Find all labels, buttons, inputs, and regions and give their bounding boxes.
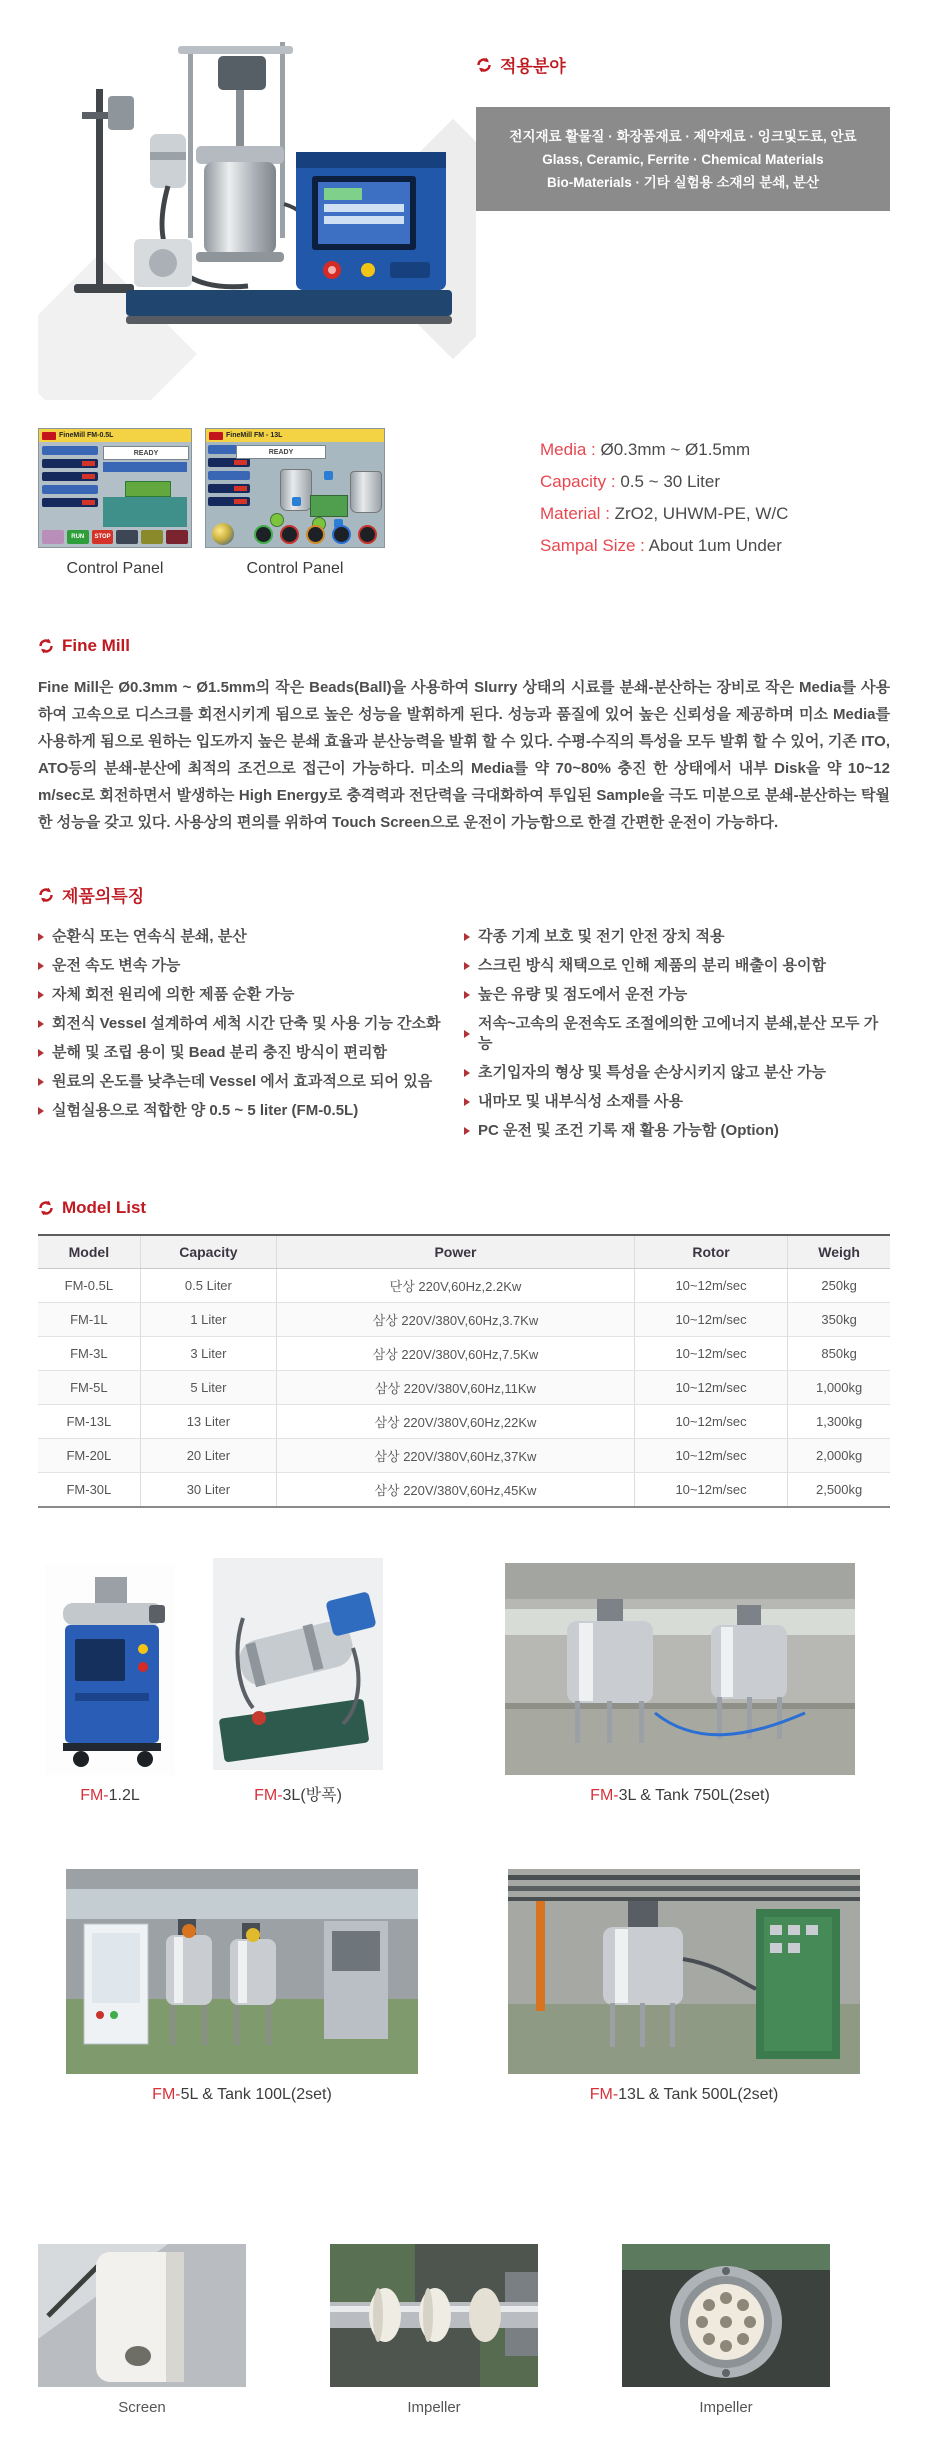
applications-section [476, 34, 890, 400]
features-title: 제품의특징 [62, 887, 145, 906]
spec-sample-size [540, 536, 788, 556]
table-cell: FM-3L [38, 1337, 140, 1371]
table-cell: 2,500kg [788, 1473, 890, 1508]
feature-item: 분해 및 조립 용이 및 Bead 분리 충진 방식이 편리함 [38, 1043, 464, 1063]
features-left-column [38, 927, 464, 1150]
hmi-status-ready: READY [236, 445, 326, 459]
features-right-column [464, 927, 890, 1150]
spec-label: Capacity : [540, 472, 621, 491]
hmi-manual-sphere-button [212, 523, 234, 545]
spec-value: Ø0.3mm ~ Ø1.5mm [600, 440, 751, 459]
hmi-mill-graphic [310, 495, 348, 517]
table-cell: 10~12m/sec [634, 1439, 787, 1473]
fm-13l-tank-image [508, 1869, 860, 2074]
photo-caption: FM-1.2L [80, 1787, 140, 1804]
control-panel-caption: Control Panel [66, 560, 164, 577]
model-table [38, 1234, 890, 1508]
hmi-mill-pump-bar [103, 462, 187, 472]
model-list-title: Model List [62, 1198, 147, 1217]
hmi-wheel-button [42, 530, 64, 544]
photo-fm-1-2l [45, 1563, 175, 1805]
hmi-status-ready: READY [103, 446, 189, 460]
photo-caption: Screen [118, 2399, 166, 2416]
feature-item: 실험실용으로 적합한 양 0.5 ~ 5 liter (FM-0.5L) [38, 1101, 464, 1121]
table-cell: 250kg [788, 1269, 890, 1303]
bullet-icon [38, 1107, 44, 1115]
table-cell: 0.5 Liter [140, 1269, 276, 1303]
fine-mill-section [38, 636, 890, 836]
hmi-aux-button [116, 530, 138, 544]
features-header [38, 882, 890, 907]
table-cell: 1,300kg [788, 1405, 890, 1439]
hmi-title-bar [39, 429, 191, 442]
table-cell: 3 Liter [140, 1337, 276, 1371]
fm-3l-tank-image [505, 1563, 855, 1775]
table-row [38, 1337, 890, 1371]
bullet-icon [38, 1078, 44, 1086]
table-header-cell: Capacity [140, 1235, 276, 1269]
photo-caption: FM-3L & Tank 750L(2set) [590, 1787, 770, 1804]
fine-mill-description: Fine Mill은 Ø0.3mm ~ Ø1.5mm의 작은 Beads(Ball)을 사용하여 Slurry 상태의 시료를 분쇄-분산하는 장비로 작은 Media를 사용하여 고속으로 디스크를 회전시키게 됨으로 높은 성능을 발휘하게 된다. 성능과 품질에 있어 높은 신뢰성을 제공하며 미소 Media를 사용하게 됨으로 원하는 입도까지 높은 분쇄 효율과 분산능력을 발휘 할 수 있다. 수평-수직의 특성을 모두 발휘 할 수 있어, 기존 ITO, ATO등의 분쇄-분산에 최적의 조건으로 접근이 가능하다. 미소의 Media를 약 70~80% 충진 한 상태에서 내부 Disk을 약 10~12 m/sec로 회전하면서 발생하는 High Energy로 충격력과 전단력을 극대화하여 투입된 Sample을 극도 미분으로 분쇄-분산하는 탁월한 성능을 갖고 있다. 사용상의 편의를 위하여 Touch Screen으로 운전이 가능함으로 한결 간편한 운전이 가능하다. [38, 679, 890, 831]
table-cell: FM-5L [38, 1371, 140, 1405]
gallery-row-2 [38, 1869, 890, 2104]
fine-mill-title: Fine Mill [62, 636, 130, 655]
applications-box [476, 107, 890, 211]
model-list-header [38, 1198, 890, 1218]
applications-line: Glass, Ceramic, Ferrite · Chemical Materials [542, 151, 824, 167]
hmi-tank-graphic [103, 497, 187, 527]
hmi-round-button [358, 525, 377, 544]
table-cell: 삼상 220V/380V,60Hz,37Kw [277, 1439, 635, 1473]
table-header-cell: Weigh [788, 1235, 890, 1269]
table-cell: 10~12m/sec [634, 1405, 787, 1439]
control-panel-screenshot-a [38, 428, 192, 548]
table-cell: 2,000kg [788, 1439, 890, 1473]
table-header-cell: Rotor [634, 1235, 787, 1269]
photo-fm-13l-tank-500l [508, 1869, 860, 2104]
spec-label: Media : [540, 440, 601, 459]
feature-item: 각종 기계 보호 및 전기 안전 장치 적용 [464, 927, 890, 947]
hmi-title-bar [206, 429, 384, 442]
bullet-icon [464, 933, 470, 941]
table-cell: FM-1L [38, 1303, 140, 1337]
hmi-button-row [42, 530, 188, 544]
bullet-icon [38, 933, 44, 941]
hmi-blue-button [324, 471, 333, 480]
photo-screen [38, 2244, 246, 2416]
refresh-icon [38, 638, 54, 654]
table-cell: 삼상 220V/380V,60Hz,45Kw [277, 1473, 635, 1508]
screen-image [38, 2244, 246, 2387]
feature-item: PC 운전 및 조건 기록 재 활용 가능함 (Option) [464, 1121, 890, 1141]
applications-title: 적용분야 [500, 57, 566, 76]
control-panel-figure-b [205, 428, 385, 578]
bullet-icon [464, 962, 470, 970]
table-cell: 10~12m/sec [634, 1473, 787, 1508]
hmi-blue-button [292, 497, 301, 506]
table-cell: 20 Liter [140, 1439, 276, 1473]
hmi-run-button: RUN [67, 530, 89, 544]
feature-item: 원료의 온도를 낮추는데 Vessel 에서 효과적으로 되어 있음 [38, 1072, 464, 1092]
hmi-round-button [332, 525, 351, 544]
bullet-icon [38, 962, 44, 970]
feature-item: 운전 속도 변속 가능 [38, 956, 464, 976]
table-cell: 삼상 220V/380V,60Hz,7.5Kw [277, 1337, 635, 1371]
hero-product-photo [38, 34, 476, 400]
feature-item: 순환식 또는 연속식 분쇄, 분산 [38, 927, 464, 947]
control-panel-figure-a [38, 428, 192, 578]
hmi-round-button [280, 525, 299, 544]
photo-caption: FM-5L & Tank 100L(2set) [152, 2086, 332, 2103]
spec-material [540, 504, 788, 524]
bullet-icon [464, 1030, 470, 1038]
spec-media [540, 440, 788, 460]
bullet-icon [464, 1127, 470, 1135]
hmi-title: FineMill FM-0.5L [59, 432, 114, 439]
table-cell: 850kg [788, 1337, 890, 1371]
refresh-icon [38, 887, 54, 903]
spec-value: About 1um Under [648, 536, 782, 555]
impeller-2-image [622, 2244, 830, 2387]
feature-item: 자체 회전 원리에 의한 제품 순환 가능 [38, 985, 464, 1005]
applications-header [476, 52, 890, 77]
hmi-mill-graphic [125, 481, 171, 497]
model-list-section [38, 1198, 890, 1508]
photo-impeller-1 [330, 2244, 538, 2416]
fm-1-2l-image [45, 1563, 175, 1775]
spec-value: 0.5 ~ 30 Liter [620, 472, 721, 491]
table-cell: 삼상 220V/380V,60Hz,11Kw [277, 1371, 635, 1405]
table-row [38, 1303, 890, 1337]
impeller-1-image [330, 2244, 538, 2387]
top-section [38, 34, 890, 400]
bullet-icon [464, 1069, 470, 1077]
photo-fm-5l-tank-100l [66, 1869, 418, 2104]
photo-caption: FM-13L & Tank 500L(2set) [589, 2086, 779, 2103]
bullet-icon [38, 991, 44, 999]
table-cell: 1 Liter [140, 1303, 276, 1337]
control-panel-screenshot-b [205, 428, 385, 548]
fine-mill-header [38, 636, 890, 656]
table-cell: 30 Liter [140, 1473, 276, 1508]
photo-caption: Impeller [407, 2399, 461, 2416]
photo-fm-3l-explosion-proof [213, 1558, 383, 1805]
gallery-row-1 [38, 1558, 890, 1805]
feature-item: 내마모 및 내부식성 소재를 사용 [464, 1092, 890, 1112]
hmi-title: FineMill FM - 13L [226, 432, 283, 439]
hmi-alarm-button [166, 530, 188, 544]
hmi-left-column [42, 446, 98, 511]
table-cell: 5 Liter [140, 1371, 276, 1405]
hmi-logo [209, 432, 223, 440]
hmi-reset-button [141, 530, 163, 544]
refresh-icon [476, 57, 492, 73]
table-cell: 삼상 220V/380V,60Hz,22Kw [277, 1405, 635, 1439]
feature-item: 초기입자의 형상 및 특성을 손상시키지 않고 분산 가능 [464, 1063, 890, 1083]
bullet-icon [464, 1098, 470, 1106]
control-panel-caption: Control Panel [246, 560, 344, 577]
bullet-icon [464, 991, 470, 999]
refresh-icon [38, 1200, 54, 1216]
table-cell: FM-13L [38, 1405, 140, 1439]
table-cell: 13 Liter [140, 1405, 276, 1439]
applications-line: Bio-Materials · 기타 실험용 소재의 분쇄, 분산 [546, 174, 819, 190]
table-header-cell: Power [277, 1235, 635, 1269]
feature-item: 스크린 방식 채택으로 인해 제품의 분리 배출이 용이함 [464, 956, 890, 976]
spec-label: Sampal Size : [540, 536, 649, 555]
hmi-tank2-graphic [350, 471, 382, 513]
table-row [38, 1439, 890, 1473]
spec-label: Material : [540, 504, 615, 523]
table-cell: 10~12m/sec [634, 1303, 787, 1337]
photo-caption: FM-3L(방폭) [254, 1787, 342, 1804]
table-row [38, 1405, 890, 1439]
table-row [38, 1371, 890, 1405]
gallery-row-3 [38, 2244, 890, 2416]
hmi-pump1-graphic [270, 513, 284, 527]
table-cell: 350kg [788, 1303, 890, 1337]
table-row [38, 1473, 890, 1508]
feature-item: 저속~고속의 운전속도 조절에의한 고에너지 분쇄,분산 모두 가능 [464, 1014, 890, 1054]
hmi-round-button [306, 525, 325, 544]
panels-and-specs [38, 428, 890, 578]
photo-fm-3l-tank-750l [505, 1563, 855, 1805]
features-columns [38, 927, 890, 1150]
table-cell: 단상 220V,60Hz,2.2Kw [277, 1269, 635, 1303]
hmi-round-button [254, 525, 273, 544]
feature-item: 회전식 Vessel 설계하여 세척 시간 단축 및 사용 기능 간소화 [38, 1014, 464, 1034]
feature-item: 높은 유량 및 점도에서 운전 가능 [464, 985, 890, 1005]
table-cell: 10~12m/sec [634, 1337, 787, 1371]
table-cell: 1,000kg [788, 1371, 890, 1405]
hmi-logo [42, 432, 56, 440]
bullet-icon [38, 1049, 44, 1057]
table-cell: 10~12m/sec [634, 1269, 787, 1303]
photo-impeller-2 [622, 2244, 830, 2416]
spec-value: ZrO2, UHWM-PE, W/C [614, 504, 789, 523]
bead-mill-machine-illustration [38, 34, 476, 400]
photo-caption: Impeller [699, 2399, 753, 2416]
hmi-stop-button: STOP [92, 530, 114, 544]
table-cell: 10~12m/sec [634, 1371, 787, 1405]
table-cell: 삼상 220V/380V,60Hz,3.7Kw [277, 1303, 635, 1337]
bullet-icon [38, 1020, 44, 1028]
table-row [38, 1269, 890, 1303]
fm-5l-tank-image [66, 1869, 418, 2074]
table-cell: FM-30L [38, 1473, 140, 1508]
table-cell: FM-20L [38, 1439, 140, 1473]
page [0, 34, 928, 2458]
spec-list [540, 428, 788, 568]
table-cell: FM-0.5L [38, 1269, 140, 1303]
table-header-cell: Model [38, 1235, 140, 1269]
table-header-row [38, 1235, 890, 1269]
applications-line: 전지재료 활물질 · 화장품재료 · 제약재료 · 잉크및도료, 안료 [509, 128, 857, 144]
fm-3l-image [213, 1558, 383, 1770]
features-section [38, 882, 890, 1150]
spec-capacity [540, 472, 788, 492]
